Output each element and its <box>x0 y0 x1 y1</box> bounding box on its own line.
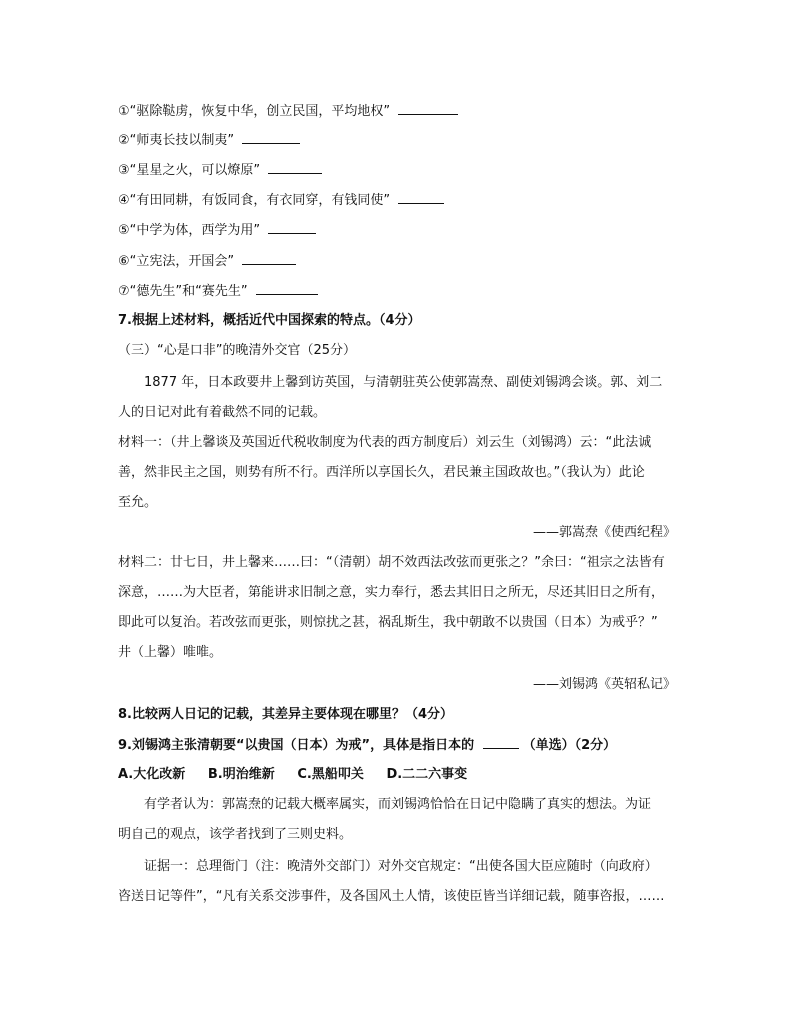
line-text: ⑥“立宪法，开国会” <box>118 254 239 269</box>
option-line-4 <box>118 191 444 210</box>
answer-blank[interactable] <box>398 191 444 204</box>
option-line-2 <box>118 131 300 150</box>
option-line-5 <box>118 221 316 240</box>
line-text: ④“有田同耕，有饭同食，有衣同穿，有钱同使” <box>118 193 395 208</box>
answer-blank[interactable] <box>268 221 316 234</box>
answer-blank[interactable] <box>256 282 318 295</box>
paragraph-line: 1877 年，日本政要井上馨到访英国，与清朝驻英公使郭嵩焘、副使刘锡鸿会谈。郭、刘二 <box>144 375 663 390</box>
material-2-source: ——刘锡鸿《英轺私记》 <box>532 677 676 692</box>
line-text: ⑦“德先生”和“赛先生” <box>118 284 252 299</box>
question-9-score: （单选）（2分） <box>522 738 617 753</box>
question-9-options: A.大化改新 B.明治维新 C.黑船叩关 D.二二六事变 <box>118 767 468 782</box>
material-2-line: 深意，……为大臣者，第能讲求旧制之意，实力奉行，悉去其旧日之所无，尽还其旧日之所有， <box>118 585 665 600</box>
question-9-text: 9.刘锡鸿主张清朝要“以贵国（日本）为戒”，具体是指日本的 <box>118 738 479 753</box>
line-text: ①“驱除鞑虏，恢复中华，创立民国，平均地权” <box>118 104 395 119</box>
section-heading: （三）“心是口非”的晚清外交官（25分） <box>118 343 357 358</box>
answer-blank[interactable] <box>398 102 458 115</box>
option-line-3 <box>118 161 322 180</box>
option-line-7 <box>118 282 318 301</box>
line-text: ③“星星之火，可以燎原” <box>118 163 265 178</box>
question-8: 8.比较两人日记的记载，其差异主要体现在哪里？（4分） <box>118 707 454 722</box>
option-line-6 <box>118 252 296 271</box>
line-text: ⑤“中学为体，西学为用” <box>118 223 265 238</box>
answer-blank[interactable] <box>483 736 519 749</box>
evidence-1-line: 咨送日记等件”，“凡有关系交涉事件，及各国风土人情，该使臣皆当详细记载，随事咨报，…… <box>118 889 665 904</box>
material-1-line: 材料一：（井上馨谈及英国近代税收制度为代表的西方制度后）刘云生（刘锡鸿）云：“此法诚 <box>118 435 652 450</box>
evidence-1-line: 证据一：总理衙门（注：晚清外交部门）对外交官规定：“出使各国大臣应随时（向政府） <box>144 859 658 874</box>
material-2-line: 井（上馨）唯唯。 <box>118 645 223 660</box>
paragraph-line: 明自己的观点，该学者找到了三则史料。 <box>118 827 353 842</box>
question-7: 7.根据上述材料，概括近代中国探索的特点。（4分） <box>118 313 421 328</box>
answer-blank[interactable] <box>242 131 300 144</box>
answer-blank[interactable] <box>242 252 296 265</box>
question-9 <box>118 736 616 755</box>
answer-blank[interactable] <box>268 161 322 174</box>
option-line-1 <box>118 102 458 121</box>
material-2-line: 即此可以复治。若改弦而更张，则惊扰之甚，祸乱斯生，我中朝敢不以贵国（日本）为戒乎？” <box>118 615 658 630</box>
material-1-line: 至允。 <box>118 495 158 510</box>
line-text: ②“师夷长技以制夷” <box>118 133 239 148</box>
material-1-line: 善，然非民主之国，则势有所不行。西洋所以享国长久，君民兼主国政故也。”（我认为）此论 <box>118 465 645 480</box>
material-2-line: 材料二：廿七日，井上馨来……曰：“（清朝）胡不效西法改弦而更张之？”余曰：“祖宗之法皆有 <box>118 555 665 570</box>
paragraph-line: 有学者认为：郭嵩焘的记载大概率属实，而刘锡鸿恰恰在日记中隐瞒了真实的想法。为证 <box>144 797 652 812</box>
material-1-source: ——郭嵩焘《使西纪程》 <box>532 525 676 540</box>
paragraph-line: 人的日记对此有着截然不同的记载。 <box>118 405 327 420</box>
